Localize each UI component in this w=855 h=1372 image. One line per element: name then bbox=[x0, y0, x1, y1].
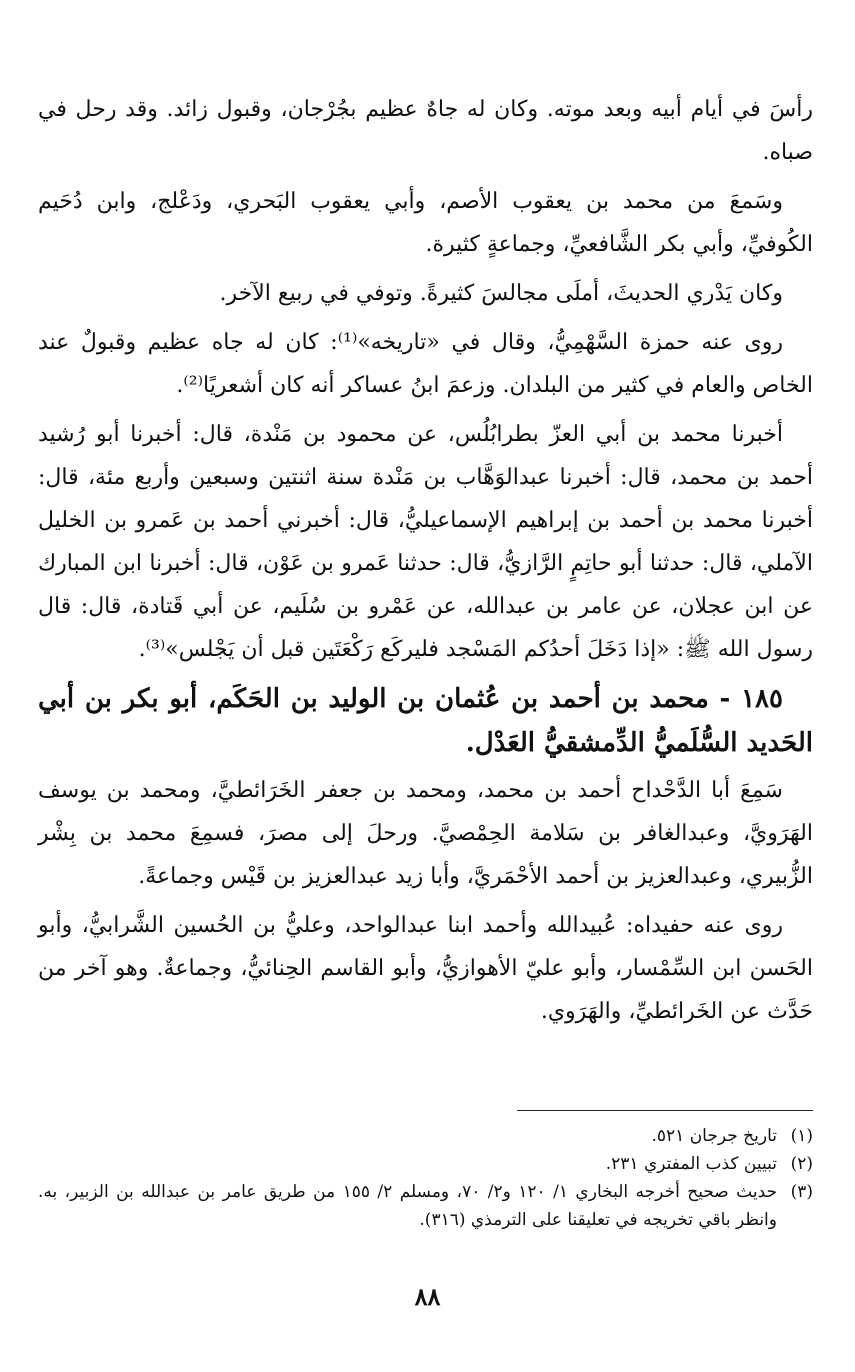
entry-heading bbox=[38, 677, 813, 765]
footnote-divider bbox=[517, 1110, 813, 1111]
body-paragraph-1: رأسَ في أيام أبيه وبعد موته. وكان له جاهٌ عظيم بجُرْجان، وقبول زائد. وقد رحل في صباه. bbox=[38, 97, 813, 165]
footnote bbox=[38, 1150, 813, 1178]
body-paragraph-5: أخبرنا محمد بن أبي العزّ بطرابُلُس، عن محمود بن مَنْدة، قال: أخبرنا أبو رُشيد أحمد بن محمد، قال: أخبرنا عبدالوَهَّاب بن مَنْدة سنة اثنتين وسبعين وأربع مئة، قال: أخبرنا محمد بن أحمد بن إبراهيم الإسماعيليُّ، قال: أخبرني أحمد بن عَمرو بن الخليل الآملي، قال: حدثنا أبو حاتِمٍ الرَّازيُّ، قال: حدثنا عَمرو بن عَوْن، قال: أخبرنا ابن المبارك عن ابن عجلان، عن عامر بن عبدالله، عن عَمْرو بن سُلَيم، عن أبي قَتادة، قال: قال رسول الله ﷺ: «إذا دَخَلَ أحدُكم المَسْجد فليركَع رَكْعَتَين قبل أن يَجْلس»⁽³⁾. bbox=[38, 422, 813, 662]
page-body bbox=[38, 88, 813, 1039]
footnote-text: تبيين كذب المفتري ٢٣١. bbox=[605, 1154, 777, 1174]
entry-paragraph-1: سَمِعَ أبا الدَّحْداح أحمد بن محمد، ومحمد بن جعفر الخَرَائطيَّ، ومحمد بن يوسف الهَرَويَّ، وعبدالغافر بن سَلامة الحِمْصيَّ. ورحلَ إلى مصرَ، فسمِعَ محمد بن بِشْر الزُّبيري، وعبدالعزيز بن أحمد الأحْمَريَّ، وأبا زيد عبدالعزيز بن قَيْس وجماعةً. bbox=[38, 778, 813, 889]
entry-number: ١٨٥ bbox=[741, 684, 783, 714]
entry-separator: - bbox=[708, 684, 742, 714]
footnote-text: حديث صحيح أخرجه البخاري ١/ ١٢٠ و٢/ ٧٠، ومسلم ٢/ ١٥٥ من طريق عامر بن عبدالله بن الزبير، به. وانظر باقي تخريجه في تعليقنا على الترمذي (٣١٦). bbox=[38, 1182, 778, 1230]
body-paragraph-2: وسَمعَ من محمد بن يعقوب الأصم، وأبي يعقوب البَحري، ودَعْلج، وابن دُحَيم الكُوفيِّ، وأبي بكر الشَّافعيِّ، وجماعةٍ كثيرة. bbox=[38, 189, 813, 257]
footnote-number: (١) bbox=[790, 1126, 813, 1146]
footnote-number: (٣) bbox=[790, 1182, 813, 1202]
body-paragraph-3: وكان يَدْري الحديثَ، أملَى مجالسَ كثيرةً. وتوفي في ربيع الآخر. bbox=[219, 281, 783, 306]
page-number: ٨٨ bbox=[414, 1282, 441, 1311]
entry-paragraph-2: روى عنه حفيداه: عُبيدالله وأحمد ابنا عبدالواحد، وعليُّ بن الحُسين الشَّرابيُّ، وأبو الحَسن ابن السِّمْسار، وأبو عليّ الأهوازيُّ، وأبو القاسم الحِنائيُّ، وجماعةٌ. وهو آخر من حَدَّث عن الخَرائطيِّ، والهَرَوي. bbox=[38, 913, 813, 1024]
footnotes bbox=[38, 1122, 813, 1234]
body-paragraph-4: روى عنه حمزة السَّهْمِيُّ، وقال في «تاريخه»⁽¹⁾: كان له جاه عظيم وقبولٌ عند الخاص والعام في كثير من البلدان. وزعمَ ابنُ عساكر أنه كان أشعريًا⁽²⁾. bbox=[38, 330, 813, 398]
entry-title: محمد بن أحمد بن عُثمان بن الوليد بن الحَكَم، أبو بكر بن أبي الحَديد السُّلَميُّ الدِّمشقيُّ العَدْل. bbox=[38, 684, 813, 758]
footnote bbox=[38, 1178, 813, 1234]
footnote bbox=[38, 1122, 813, 1150]
footnote-number: (٢) bbox=[790, 1154, 813, 1174]
footnote-text: تاريخ جرجان ٥٢١. bbox=[651, 1126, 777, 1146]
